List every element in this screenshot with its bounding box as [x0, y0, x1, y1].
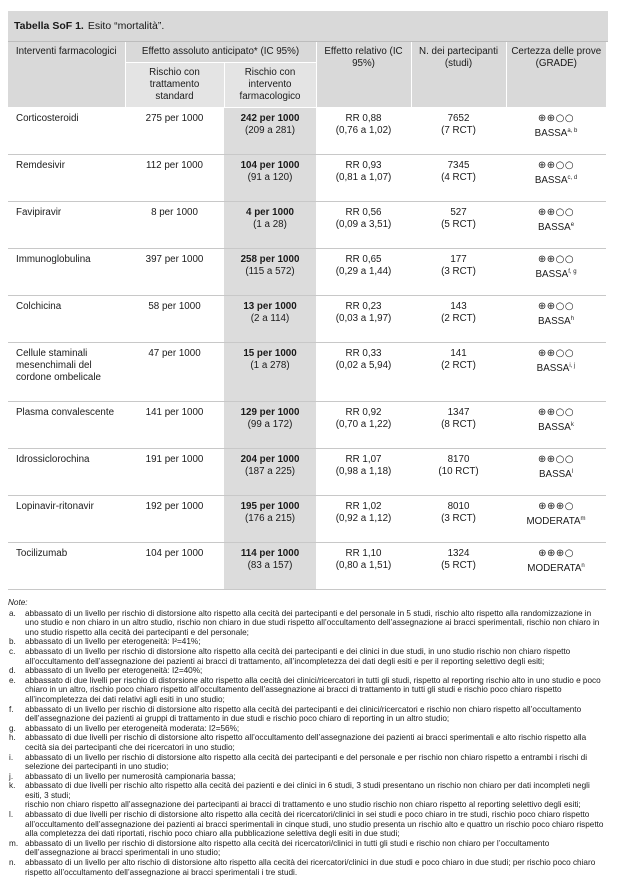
footnote-key: a.	[9, 608, 16, 618]
grade-symbols-icon: ⊕⊕○○	[537, 207, 575, 218]
footnote	[8, 609, 606, 638]
risk-intervention-value: 114 per 1000	[240, 548, 300, 559]
grade-footnote-ref: a, b	[567, 128, 578, 134]
notes-heading: Note:	[8, 598, 28, 607]
footnote-text: abbassato di due livelli per rischio alto rispetto alla cecità dei pazienti e dei clinici in 6 studi, 3 studi presentano un rischio non chiaro per dati incompleti negli esiti, 3 studi;	[25, 781, 590, 800]
studies-count: (2 RCT)	[441, 360, 476, 371]
grade-rating	[511, 560, 601, 575]
footnote-text: abbassato di due livelli per rischio di distorsione alto rispetto all’occultamento dell’assegnazione dei pazienti ai bracci sperimentali e alto rischio rispetto alla cecità sia dei partecipanti che dei ricercatori in uno studio;	[25, 733, 587, 752]
studies-count: (5 RCT)	[441, 219, 476, 230]
certainty-cell	[506, 496, 606, 543]
relative-effect-value: RR 0,92	[345, 407, 382, 418]
footnote	[8, 676, 606, 705]
footnote	[8, 724, 606, 734]
studies-count: (8 RCT)	[441, 419, 476, 430]
participants-count: 1347	[447, 407, 470, 418]
grade-symbols-icon: ⊕⊕○○	[537, 113, 575, 124]
table-row	[8, 202, 606, 249]
footnote-text: abbassato di due livelli per rischio di distorsione alto rispetto alla cecità dei clinici/ricercatori in tutti gli studi, rispetto al reporting rischio alto in uno studio e poco chiaro in un altro, rischio poco chiaro rispetto all’occultamento dell’assegnazione ai bracci di trattamento in tutti gli studi e rischio poco chiaro rispetto all’incompletezza dei dati relativi agli esiti in uno studio;	[25, 675, 601, 704]
relative-effect-value: RR 0,56	[345, 207, 382, 218]
footnote	[8, 733, 606, 752]
relative-effect-ci: (0,02 a 5,94)	[335, 360, 392, 371]
risk-intervention-ci: (99 a 172)	[247, 419, 293, 430]
grade-label: MODERATA	[527, 563, 582, 574]
intervention-name: Lopinavir-ritonavir	[8, 496, 125, 543]
header-risk-intervention: Rischio con intervento farmacologico	[224, 63, 316, 108]
studies-count: (4 RCT)	[441, 172, 476, 183]
grade-label: MODERATA	[526, 516, 581, 527]
relative-effect-cell	[316, 296, 411, 343]
relative-effect-cell	[316, 108, 411, 155]
header-interventions: Interventi farmacologici	[8, 42, 125, 108]
grade-rating	[511, 219, 601, 234]
footnote-key: h.	[9, 733, 16, 743]
footnote-key: f.	[9, 704, 14, 714]
table-body	[8, 108, 606, 590]
grade-symbols-icon: ⊕⊕○○	[537, 301, 575, 312]
relative-effect-ci: (0,80 a 1,51)	[335, 560, 392, 571]
risk-intervention-value: 104 per 1000	[240, 160, 300, 171]
footnote-key: d.	[9, 666, 16, 676]
grade-label: BASSA	[539, 469, 572, 480]
risk-intervention-value: 129 per 1000	[240, 407, 300, 418]
risk-intervention-value: 242 per 1000	[240, 113, 300, 124]
relative-effect-value: RR 0,65	[345, 254, 382, 265]
grade-symbols-icon: ⊕⊕○○	[537, 407, 575, 418]
studies-count: (3 RCT)	[441, 266, 476, 277]
relative-effect-cell	[316, 543, 411, 590]
grade-label: BASSA	[534, 175, 568, 186]
relative-effect-ci: (0,81 a 1,07)	[335, 172, 392, 183]
participants-count: 8010	[447, 501, 470, 512]
risk-intervention-ci: (1 a 28)	[253, 219, 287, 230]
grade-label: BASSA	[538, 222, 571, 233]
certainty-cell	[506, 108, 606, 155]
participants-count: 141	[450, 348, 467, 359]
relative-effect-cell	[316, 249, 411, 296]
relative-effect-ci: (0,76 a 1,02)	[335, 125, 392, 136]
risk-intervention-cell	[224, 108, 316, 155]
document-page	[8, 0, 608, 877]
notes-list	[8, 609, 606, 877]
participants-cell	[411, 402, 506, 449]
footnote-text: abbassato di un livello per rischio di distorsione alto rispetto alla cecità dei partecipanti e del personale in 5 studi, rischio alto rispetto alla randomizzazione in uno studio e non chiaro in un altro studio, rischio non chiaro in due studi rispetto all’occultamento dell’assegnazione ai bracci sperimentali, rischio non chiaro in uno studio rispetto alla cecità dei partecipanti e del personale;	[25, 608, 600, 637]
footnote-key: g.	[9, 723, 16, 733]
grade-label: BASSA	[536, 363, 570, 374]
risk-intervention-value: 204 per 1000	[240, 454, 300, 465]
table-title-number: Tabella SoF 1.	[14, 20, 84, 32]
intervention-name: Cellule staminali mesenchimali del cordone ombelicale	[8, 343, 125, 402]
risk-intervention-cell	[224, 155, 316, 202]
relative-effect-value: RR 0,33	[345, 348, 382, 359]
grade-label: BASSA	[538, 422, 571, 433]
intervention-name: Colchicina	[8, 296, 125, 343]
header-participants: N. dei partecipanti (studi)	[411, 42, 506, 108]
participants-cell	[411, 543, 506, 590]
risk-intervention-cell	[224, 249, 316, 296]
risk-intervention-ci: (83 a 157)	[247, 560, 293, 571]
table-title	[8, 11, 608, 42]
participants-count: 1324	[447, 548, 470, 559]
relative-effect-cell	[316, 496, 411, 543]
certainty-cell	[506, 249, 606, 296]
table-title-text: Esito “mortalità”.	[87, 20, 165, 32]
risk-standard-cell: 141 per 1000	[125, 402, 224, 449]
grade-rating	[511, 172, 601, 187]
relative-effect-cell	[316, 449, 411, 496]
table-row	[8, 296, 606, 343]
footnote	[8, 753, 606, 772]
risk-intervention-cell	[224, 296, 316, 343]
risk-intervention-ci: (1 a 278)	[250, 360, 290, 371]
footnote	[8, 839, 606, 858]
participants-count: 7652	[447, 113, 470, 124]
grade-footnote-ref: c, d	[567, 175, 578, 181]
table-row	[8, 543, 606, 590]
footnote-key	[8, 800, 25, 810]
grade-footnote-ref: e	[570, 222, 575, 228]
footnote-text: abbassato di un livello per numerosità campionaria bassa;	[25, 771, 236, 781]
risk-intervention-ci: (187 a 225)	[244, 466, 296, 477]
grade-label: BASSA	[535, 269, 569, 280]
footnote	[8, 637, 606, 647]
certainty-cell	[506, 543, 606, 590]
risk-intervention-cell	[224, 202, 316, 249]
relative-effect-ci: (0,98 a 1,18)	[335, 466, 392, 477]
footnote-key: m.	[9, 838, 19, 848]
notes-section	[8, 598, 606, 877]
grade-footnote-ref: l	[571, 469, 574, 475]
footnote-text: abbassato di un livello per alto rischio di distorsione alto rispetto alla cecità dei ricercatori/clinici in due studi e poco chiaro in due studi; per rischio poco chiaro rispetto all’occultamento dell’assegnazione ai bracci sperimentali i tre studi.	[25, 858, 596, 877]
footnote	[8, 666, 606, 676]
footnote-key: c.	[9, 646, 16, 656]
grade-footnote-ref: n	[581, 563, 585, 569]
relative-effect-value: RR 1,02	[345, 501, 382, 512]
certainty-cell	[506, 449, 606, 496]
risk-standard-cell: 104 per 1000	[125, 543, 224, 590]
risk-intervention-cell	[224, 496, 316, 543]
grade-rating	[511, 419, 601, 434]
relative-effect-cell	[316, 402, 411, 449]
footnote-text: abbassato di un livello per eterogeneità: I2=40%;	[25, 666, 203, 676]
intervention-name: Remdesivir	[8, 155, 125, 202]
relative-effect-ci: (0,29 a 1,44)	[335, 266, 392, 277]
risk-standard-cell: 192 per 1000	[125, 496, 224, 543]
intervention-name: Plasma convalescente	[8, 402, 125, 449]
footnote	[8, 800, 606, 810]
grade-label: BASSA	[538, 316, 571, 327]
intervention-name: Idrossiclorochina	[8, 449, 125, 496]
certainty-cell	[506, 296, 606, 343]
footnote-text: abbassato di un livello per rischio di distorsione alto rispetto alla cecità dei partecipanti e dei clinici/ricercatori e rischio non chiaro rispetto all’occultamento dell’assegnazione dei pazienti ai gruppi di trattamento in due studi e rischio poco chiaro di reporting in un altro studio;	[25, 704, 582, 724]
intervention-name: Tocilizumab	[8, 543, 125, 590]
grade-symbols-icon: ⊕⊕○○	[537, 254, 575, 265]
participants-cell	[411, 108, 506, 155]
grade-footnote-ref: h	[570, 316, 575, 322]
footnote-text: abbassato di due livelli per rischio di distorsione alto rispetto alla cecità dei ricercatori/clinici in sei studi e poco chiaro in tre studi, rischio poco chiaro rispetto all’occultamento dell’assegnazione dei pazienti ai bracci sperimentali in cinque studi, uno studio presenta un rischio alto e quattro un rischio poco chiaro rispetto alla completezza dei dati riportati, rischio poco chiaro alla pubblicazione selettiva degli esiti in due studi;	[25, 810, 604, 839]
participants-count: 143	[450, 301, 467, 312]
table-row	[8, 449, 606, 496]
relative-effect-ci: (0,09 a 3,51)	[335, 219, 392, 230]
relative-effect-cell	[316, 343, 411, 402]
participants-count: 177	[450, 254, 467, 265]
participants-cell	[411, 496, 506, 543]
certainty-cell	[506, 343, 606, 402]
footnote-key: n.	[9, 858, 16, 868]
participants-count: 8170	[447, 454, 470, 465]
grade-symbols-icon: ⊕⊕⊕○	[538, 548, 574, 559]
grade-rating	[511, 125, 601, 140]
relative-effect-value: RR 0,88	[345, 113, 382, 124]
risk-standard-cell: 275 per 1000	[125, 108, 224, 155]
relative-effect-ci: (0,03 a 1,97)	[335, 313, 392, 324]
summary-of-findings-table	[8, 42, 606, 590]
footnote-text: rischio non chiaro rispetto all’assegnazione dei partecipanti ai bracci di trattamento e uno studio rischio non chiaro rispetto al reporting selettivo degli esiti;	[25, 800, 581, 810]
participants-cell	[411, 155, 506, 202]
risk-intervention-value: 13 per 1000	[243, 301, 297, 312]
risk-standard-cell: 191 per 1000	[125, 449, 224, 496]
risk-standard-cell: 397 per 1000	[125, 249, 224, 296]
grade-footnote-ref: i, j	[569, 363, 576, 369]
participants-count: 527	[450, 207, 467, 218]
risk-intervention-ci: (91 a 120)	[247, 172, 293, 183]
relative-effect-cell	[316, 202, 411, 249]
footnote-key: i.	[9, 752, 14, 762]
risk-intervention-value: 195 per 1000	[240, 501, 300, 512]
footnote-key: j.	[9, 771, 14, 781]
footnote	[8, 705, 606, 724]
footnote	[8, 772, 606, 782]
grade-symbols-icon: ⊕⊕○○	[537, 454, 575, 465]
certainty-cell	[506, 402, 606, 449]
grade-footnote-ref: k	[570, 422, 574, 428]
relative-effect-cell	[316, 155, 411, 202]
participants-cell	[411, 202, 506, 249]
footnote	[8, 647, 606, 666]
table-row	[8, 343, 606, 402]
grade-rating	[511, 513, 601, 528]
risk-intervention-value: 258 per 1000	[240, 254, 300, 265]
grade-symbols-icon: ⊕⊕⊕○	[538, 501, 574, 512]
table-row	[8, 155, 606, 202]
certainty-cell	[506, 155, 606, 202]
footnote-text: abbassato di un livello per eterogeneità: I²=41%;	[25, 637, 201, 647]
header-relative-effect: Effetto relativo (IC 95%)	[316, 42, 411, 108]
footnote	[8, 781, 606, 800]
risk-standard-cell: 47 per 1000	[125, 343, 224, 402]
participants-cell	[411, 343, 506, 402]
header-certainty: Certezza delle prove (GRADE)	[506, 42, 606, 108]
grade-label: BASSA	[534, 128, 568, 139]
grade-rating	[511, 466, 601, 481]
relative-effect-ci: (0,92 a 1,12)	[335, 513, 392, 524]
risk-intervention-ci: (209 a 281)	[244, 125, 296, 136]
participants-count: 7345	[447, 160, 470, 171]
grade-symbols-icon: ⊕⊕○○	[537, 160, 575, 171]
grade-footnote-ref: f, g	[568, 269, 577, 275]
participants-cell	[411, 449, 506, 496]
grade-footnote-ref: m	[580, 516, 586, 522]
studies-count: (3 RCT)	[441, 513, 476, 524]
studies-count: (7 RCT)	[441, 125, 476, 136]
footnote-text: abbassato di un livello per rischio di distorsione alto rispetto alla cecità dei ricercatori/clinici in tutti gli studi e rischio non chiaro per l’occultamento dell’assegnazione ai bracci sperimentali in uno studio;	[25, 838, 550, 858]
risk-standard-cell: 58 per 1000	[125, 296, 224, 343]
risk-intervention-ci: (2 a 114)	[250, 313, 290, 324]
relative-effect-value: RR 0,93	[345, 160, 382, 171]
studies-count: (10 RCT)	[438, 466, 479, 477]
relative-effect-value: RR 1,10	[345, 548, 382, 559]
grade-rating	[511, 360, 601, 375]
footnote-key: k.	[9, 781, 16, 791]
intervention-name: Favipiravir	[8, 202, 125, 249]
header-risk-standard: Rischio con trattamento standard	[125, 63, 224, 108]
grade-rating	[511, 266, 601, 281]
participants-cell	[411, 296, 506, 343]
footnote-key: l.	[9, 810, 14, 820]
grade-rating	[511, 313, 601, 328]
risk-intervention-cell	[224, 543, 316, 590]
footnote-text: abbassato di un livello per eterogeneità moderata: I2=56%;	[25, 723, 240, 733]
table-row	[8, 402, 606, 449]
risk-intervention-ci: (115 a 572)	[245, 266, 295, 277]
risk-standard-cell: 8 per 1000	[125, 202, 224, 249]
risk-intervention-ci: (176 a 215)	[244, 513, 296, 524]
studies-count: (2 RCT)	[441, 313, 476, 324]
risk-intervention-value: 15 per 1000	[243, 348, 297, 359]
footnote-text: abbassato di un livello per rischio di distorsione alto rispetto alla cecità dei partecipanti e del personale e per rischio non chiaro rispetto a entrambi i rischi di selezione dei partecipanti in uno studio;	[25, 752, 588, 772]
risk-intervention-cell	[224, 402, 316, 449]
relative-effect-value: RR 1,07	[345, 454, 382, 465]
risk-standard-cell: 112 per 1000	[125, 155, 224, 202]
table-row	[8, 496, 606, 543]
footnote-text: abbassato di un livello per rischio di distorsione alto rispetto alla cecità dei partecipanti e dei clinici in due studi, in uno studio rischio non chiaro rispetto all’occultamento dell’assegnazione dei pazienti ai bracci di trattamento, all’incompletezza dei dati degli esiti e per il reporting selettivo degli esiti;	[25, 646, 571, 666]
risk-intervention-cell	[224, 449, 316, 496]
table-row	[8, 249, 606, 296]
participants-cell	[411, 249, 506, 296]
footnote-key: b.	[9, 637, 16, 647]
table-row	[8, 108, 606, 155]
relative-effect-ci: (0,70 a 1,22)	[335, 419, 392, 430]
studies-count: (5 RCT)	[441, 560, 476, 571]
grade-symbols-icon: ⊕⊕○○	[537, 348, 575, 359]
certainty-cell	[506, 202, 606, 249]
footnote-key: e.	[9, 675, 16, 685]
header-absolute-effect: Effetto assoluto anticipato* (IC 95%)	[125, 42, 316, 63]
relative-effect-value: RR 0,23	[345, 301, 382, 312]
intervention-name: Immunoglobulina	[8, 249, 125, 296]
footnote	[8, 810, 606, 839]
risk-intervention-cell	[224, 343, 316, 402]
intervention-name: Corticosteroidi	[8, 108, 125, 155]
risk-intervention-value: 4 per 1000	[246, 207, 294, 218]
